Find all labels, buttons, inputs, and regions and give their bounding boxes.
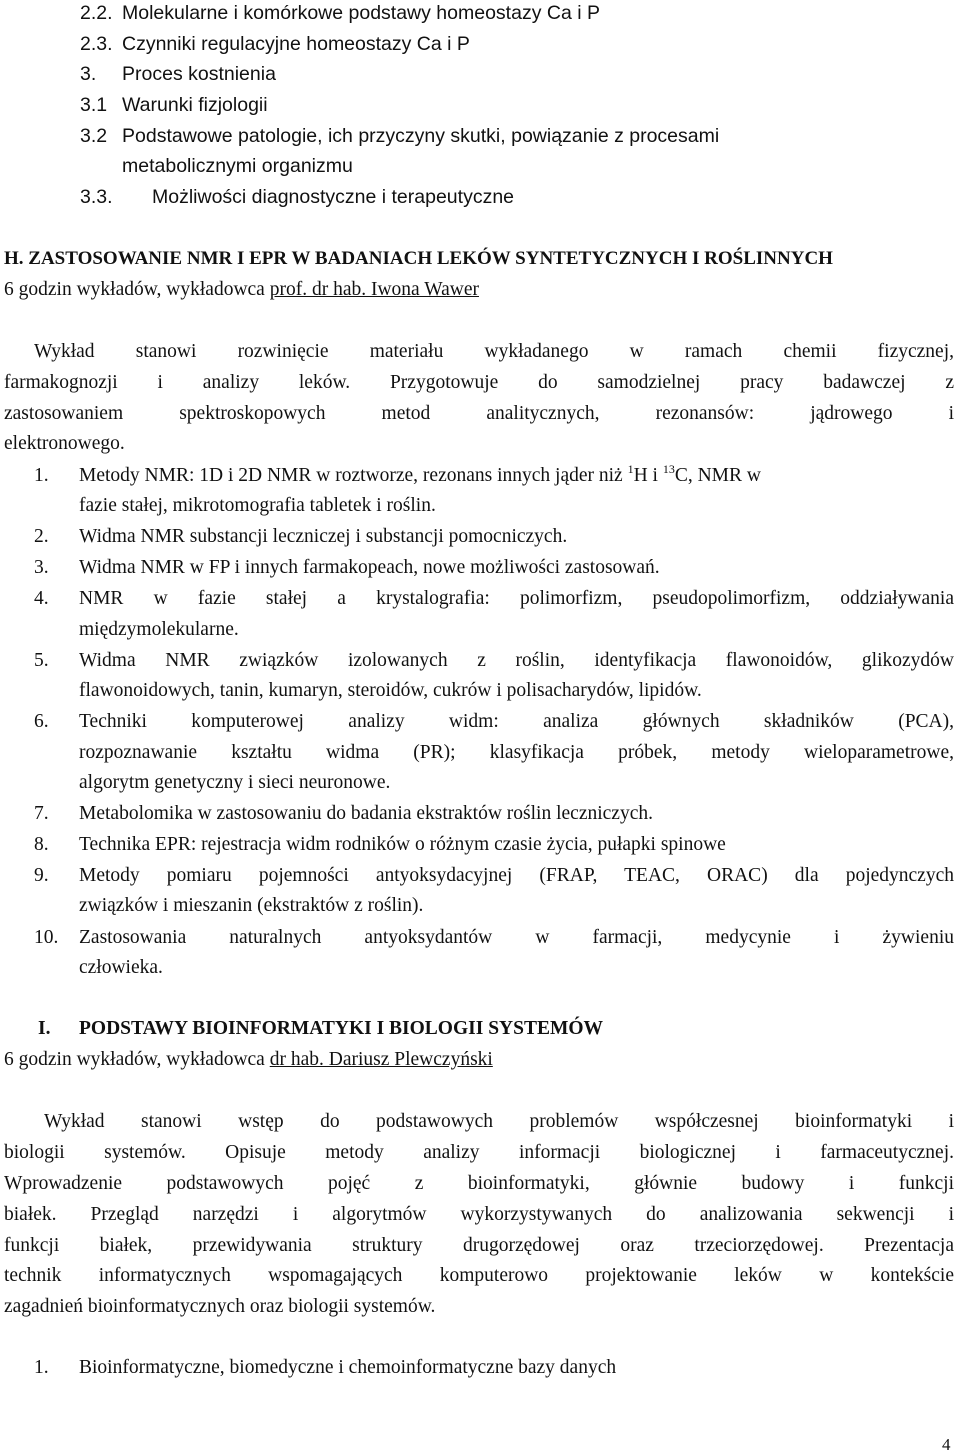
toc-item: Możliwości diagnostyczne i terapeutyczne xyxy=(152,186,515,208)
description-line: technik informatycznych wspomagających komputerowo projektowanie leków w kontekście xyxy=(4,1265,954,1286)
toc-item: Podstawowe patologie, ich przyczyny skutki, powiązanie z procesami xyxy=(122,125,720,147)
section-heading: H. ZASTOSOWANIE NMR I EPR W BADANIACH LEKÓW SYNTETYCZNYCH I ROŚLINNYCH xyxy=(4,248,833,269)
list-item: Widma NMR w FP i innych farmakopeach, nowe możliwości zastosowań. xyxy=(79,557,660,578)
list-number: 10. xyxy=(34,927,59,948)
list-number: 4. xyxy=(34,588,49,609)
toc-number: 3. xyxy=(80,63,97,85)
page-number: 4 xyxy=(942,1435,951,1454)
superscript: 1 xyxy=(627,462,634,476)
toc-item: Warunki fizjologii xyxy=(122,94,268,116)
toc-item: Czynniki regulacyjne homeostazy Ca i P xyxy=(122,33,470,55)
section-number: I. xyxy=(38,1018,51,1039)
list-item-continued: flawonoidowych, tanin, kumaryn, steroidów, cukrów i polisacharydów, lipidów. xyxy=(79,680,702,701)
lecturer-name: prof. dr hab. Iwona Wawer xyxy=(269,279,479,300)
list-item: Metabolomika w zastosowaniu do badania ekstraktów roślin leczniczych. xyxy=(79,803,653,824)
list-number: 9. xyxy=(34,865,49,886)
description-line: farmakognozji i analizy leków. Przygotowuje do samodzielnej pracy badawczej z xyxy=(4,372,954,393)
list-number: 6. xyxy=(34,711,49,732)
section-hours xyxy=(4,1050,493,1070)
list-item: Widma NMR związków izolowanych z roślin, identyfikacja flawonoidów, glikozydów xyxy=(79,650,954,671)
description-line: zagadnień bioinformatycznych oraz biologii systemów. xyxy=(4,1296,436,1317)
list-item: Zastosowania naturalnych antyoksydantów w farmacji, medycynie i żywieniu xyxy=(79,927,954,948)
list-item-text: H i xyxy=(633,465,663,486)
list-item-continued: algorytm genetyczny i sieci neuronowe. xyxy=(79,772,391,793)
description-line: zastosowaniem spektroskopowych metod analitycznych, rezonansów: jądrowego i xyxy=(4,403,954,424)
toc-number: 3.2 xyxy=(80,125,108,147)
toc-number: 3.3. xyxy=(80,186,113,208)
toc-number: 3.1 xyxy=(80,94,108,116)
lecturer-name: dr hab. Dariusz Plewczyński xyxy=(269,1049,493,1070)
list-item: NMR w fazie stałej a krystalografia: polimorfizm, pseudopolimorfizm, oddziaływania xyxy=(79,588,954,609)
list-item: Metody pomiaru pojemności antyoksydacyjnej (FRAP, TEAC, ORAC) dla pojedynczych xyxy=(79,865,954,886)
list-number: 7. xyxy=(34,803,49,824)
list-item-text: C, NMR w xyxy=(674,465,761,486)
list-item xyxy=(79,462,761,486)
section-hours xyxy=(4,280,479,300)
list-item-continued: międzymolekularne. xyxy=(79,619,239,640)
list-number: 3. xyxy=(34,557,49,578)
description-line: elektronowego. xyxy=(4,433,125,454)
list-item-continued: człowieka. xyxy=(79,957,163,978)
toc-number: 2.3. xyxy=(80,33,113,55)
description-line: Wykład stanowi rozwinięcie materiału wykładanego w ramach chemii fizycznej, xyxy=(34,341,954,362)
list-item-continued: fazie stałej, mikrotomografia tabletek i roślin. xyxy=(79,495,436,516)
list-item-continued: związków i mieszanin (ekstraktów z roślin). xyxy=(79,895,424,916)
description-line: Wykład stanowi wstęp do podstawowych problemów współczesnej bioinformatyki i xyxy=(44,1111,954,1132)
list-number: 5. xyxy=(34,650,49,671)
list-item-continued: rozpoznawanie kształtu widma (PR); klasyfikacja próbek, metody wieloparametrowe, xyxy=(79,742,954,763)
toc-item: Molekularne i komórkowe podstawy homeostazy Ca i P xyxy=(122,2,600,24)
list-number: 1. xyxy=(34,1357,49,1378)
list-number: 2. xyxy=(34,526,49,547)
toc-item-continued: metabolicznymi organizmu xyxy=(122,155,353,177)
section-heading: PODSTAWY BIOINFORMATYKI I BIOLOGII SYSTEMÓW xyxy=(79,1018,604,1039)
list-item: Widma NMR substancji leczniczej i substancji pomocniczych. xyxy=(79,526,568,547)
toc-number: 2.2. xyxy=(80,2,113,24)
description-line: białek. Przegląd narzędzi i algorytmów wykorzystywanych do analizowania sekwencji i xyxy=(4,1204,954,1225)
description-line: Wprowadzenie podstawowych pojęć z bioinformatyki, głównie budowy i funkcji xyxy=(4,1173,954,1194)
list-number: 8. xyxy=(34,834,49,855)
list-item: Techniki komputerowej analizy widm: analiza głównych składników (PCA), xyxy=(79,711,954,732)
hours-prefix: 6 godzin wykładów, wykładowca xyxy=(4,1049,270,1070)
description-line: funkcji białek, przewidywania struktury drugorzędowej oraz trzeciorzędowej. Prezentacja xyxy=(4,1235,954,1256)
list-item: Bioinformatyczne, biomedyczne i chemoinformatyczne bazy danych xyxy=(79,1357,617,1378)
list-item-text: Metody NMR: 1D i 2D NMR w roztworze, rezonans innych jąder niż xyxy=(79,465,628,486)
toc-item: Proces kostnienia xyxy=(122,63,276,85)
hours-prefix: 6 godzin wykładów, wykładowca xyxy=(4,279,270,300)
description-line: biologii systemów. Opisuje metody analizy informacji biologicznej i farmaceutycznej. xyxy=(4,1142,954,1163)
superscript: 13 xyxy=(662,462,675,476)
list-item: Technika EPR: rejestracja widm rodników o różnym czasie życia, pułapki spinowe xyxy=(79,834,726,855)
list-number: 1. xyxy=(34,465,49,486)
